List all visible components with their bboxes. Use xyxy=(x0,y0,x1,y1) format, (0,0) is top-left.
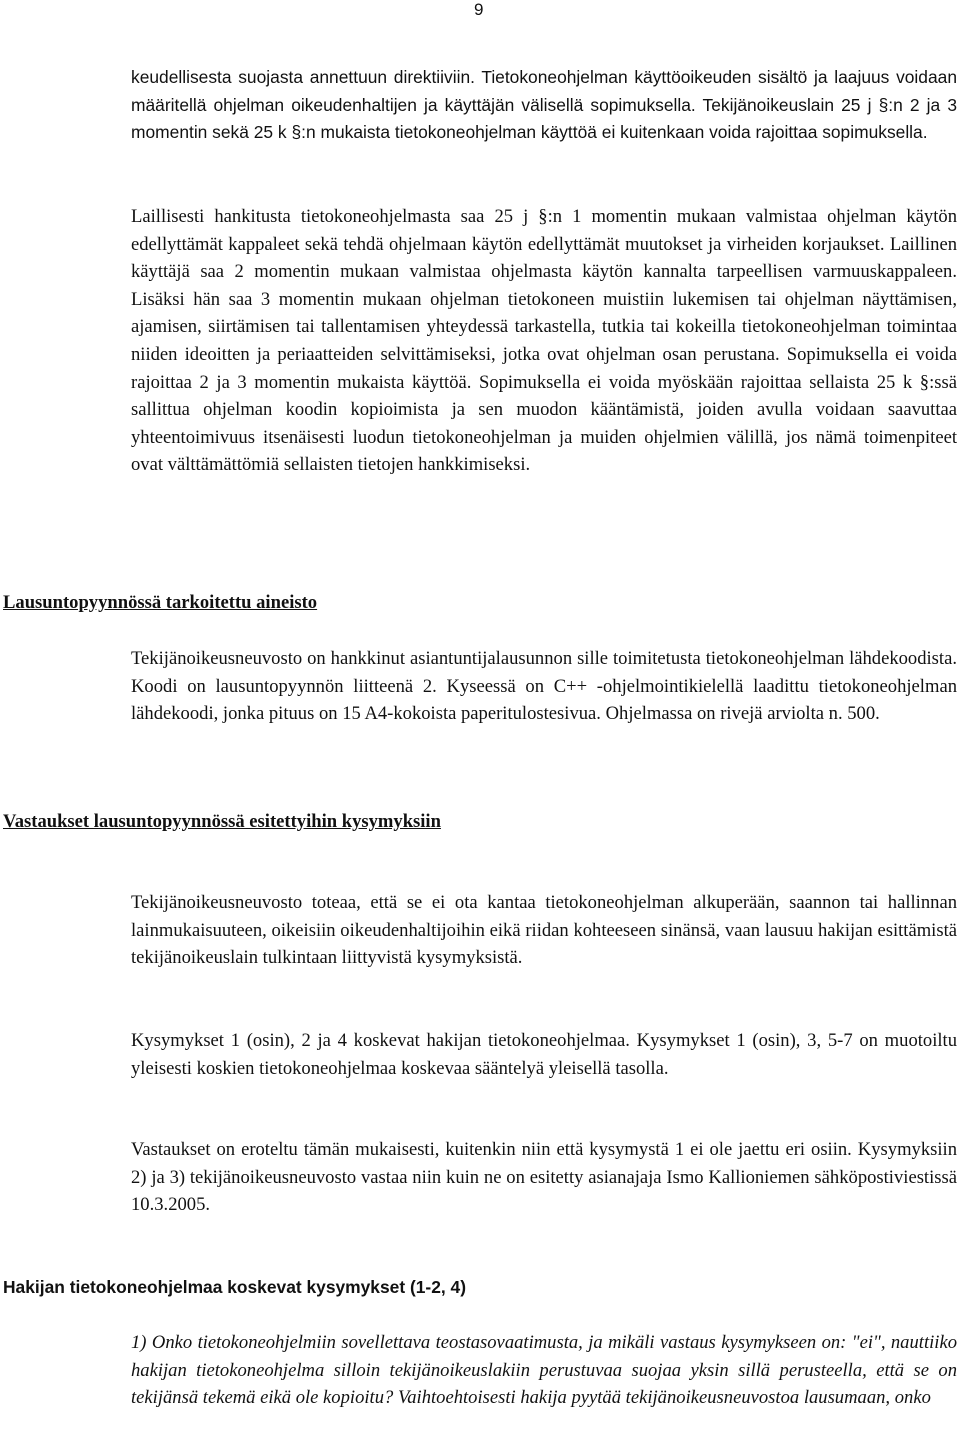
paragraph-3-text: Tekijänoikeusneuvosto on hankkinut asiantuntijalausunnon sille toimitetusta tietokoneohjelman lähdekoodista. Koodi on lausuntopyynnön liitteenä 2. Kyseessä on C++ -ohjelmointikielellä laadittu tietokoneohjelman lähdekoodi, jonka pituus on 15 A4-kokoista paperitulostesivua. Ohjelmassa on rivejä arviolta n. 500. xyxy=(131,648,957,725)
paragraph-4-text: Tekijänoikeusneuvosto toteaa, että se ei ota kantaa tietokoneohjelman alkuperään, saannon tai hallinnan lainmukaisuuteen, oikeisiin oikeudenhaltijoihin eikä riidan kohteeseen sinänsä, vaan lausuu hakijan esittämistä tekijänoikeuslain tulkintaan liittyvistä kysymyksistä. xyxy=(131,892,957,969)
paragraph-4 xyxy=(131,889,957,972)
paragraph-6 xyxy=(131,1136,957,1219)
paragraph-5 xyxy=(131,1027,957,1082)
paragraph-1-text: keudellisesta suojasta annettuun direktiiviin. Tietokoneohjelman käyttöoikeuden sisältö ja laajuus voidaan määritellä ohjelman oikeudenhaltijen ja käyttäjän välisellä sopimuksella. Tekijänoikeuslain 25 j §:n 2 ja 3 momentin sekä 25 k §:n mukaista tietokoneohjelman käyttöä ei kuitenkaan voida rajoittaa sopimuksella. xyxy=(131,67,957,143)
paragraph-3 xyxy=(131,645,957,728)
question-1 xyxy=(131,1329,957,1412)
page-number: 9 xyxy=(474,0,484,19)
paragraph-2 xyxy=(131,203,957,479)
question-1-text: 1) Onko tietokoneohjelmiin sovellettava teostasovaatimusta, ja mikäli vastaus kysymykseen on: "ei", nauttiiko hakijan tietokoneohjelma silloin tekijänoikeuslakiin perustuvaa suojaa yksin sillä perusteella, että se on tekijänsä tekemä eikä ole kopioitu? Vaihtoehtoisesti hakija pyytää tekijänoikeusneuvostoa lausumaan, onko xyxy=(131,1332,957,1409)
subsection-heading-questions: Hakijan tietokoneohjelmaa koskevat kysymykset (1-2, 4) xyxy=(3,1277,467,1297)
paragraph-2-text: Laillisesti hankitusta tietokoneohjelmasta saa 25 j §:n 1 momentin mukaan valmistaa ohjelman käytön edellyttämät kappaleet sekä tehdä ohjelmaan käytön edellyttämät muutokset ja virheiden korjaukset. Laillinen käyttäjä saa 2 momentin mukaan valmistaa ohjelmasta käytön kannalta tarpeellisen varmuuskappaleen. Lisäksi hän saa 3 momentin mukaan ohjelman tietokoneen muistiin lukemisen tai ohjelman näyttämisen, ajamisen, siirtämisen tai tallentamisen yhteydessä tarkastella, tutkia tai kokeilla tietokoneohjelman toimintaa niiden ideoitten ja periaatteiden selvittämiseksi, jotka ovat ohjelman osan perustana. Sopimuksella ei voida rajoittaa 2 ja 3 momentin mukaista käyttöä. Sopimuksella ei voida myöskään rajoittaa sellaista 25 k §:ssä sallittua ohjelman koodin kopioimista ja sen muodon kääntämistä, joiden avulla voidaan saavuttaa yhteentoimivuus itsenäisesti luodun tietokoneohjelman ja muiden ohjelmien välillä, jos nämä toimenpiteet ovat välttämättömiä sellaisten tietojen hankkimiseksi. xyxy=(131,206,957,476)
paragraph-5-text: Kysymykset 1 (osin), 2 ja 4 koskevat hakijan tietokoneohjelmaa. Kysymykset 1 (osin), 3, 5-7 on muotoiltu yleisesti koskien tietokoneohjelmaa koskevaa sääntelyä yleisellä tasolla. xyxy=(131,1030,957,1079)
section-heading-answers: Vastaukset lausuntopyynnössä esitettyihin kysymyksiin xyxy=(3,811,441,832)
paragraph-1 xyxy=(131,64,957,147)
section-heading-material: Lausuntopyynnössä tarkoitettu aineisto xyxy=(3,592,318,613)
paragraph-6-text: Vastaukset on eroteltu tämän mukaisesti, kuitenkin niin että kysymystä 1 ei ole jaettu eri osiin. Kysymyksiin 2) ja 3) tekijänoikeusneuvosto vastaa niin kuin ne on esitetty asianajaja Ismo Kallioniemen sähköpostiviestissä 10.3.2005. xyxy=(131,1139,957,1216)
